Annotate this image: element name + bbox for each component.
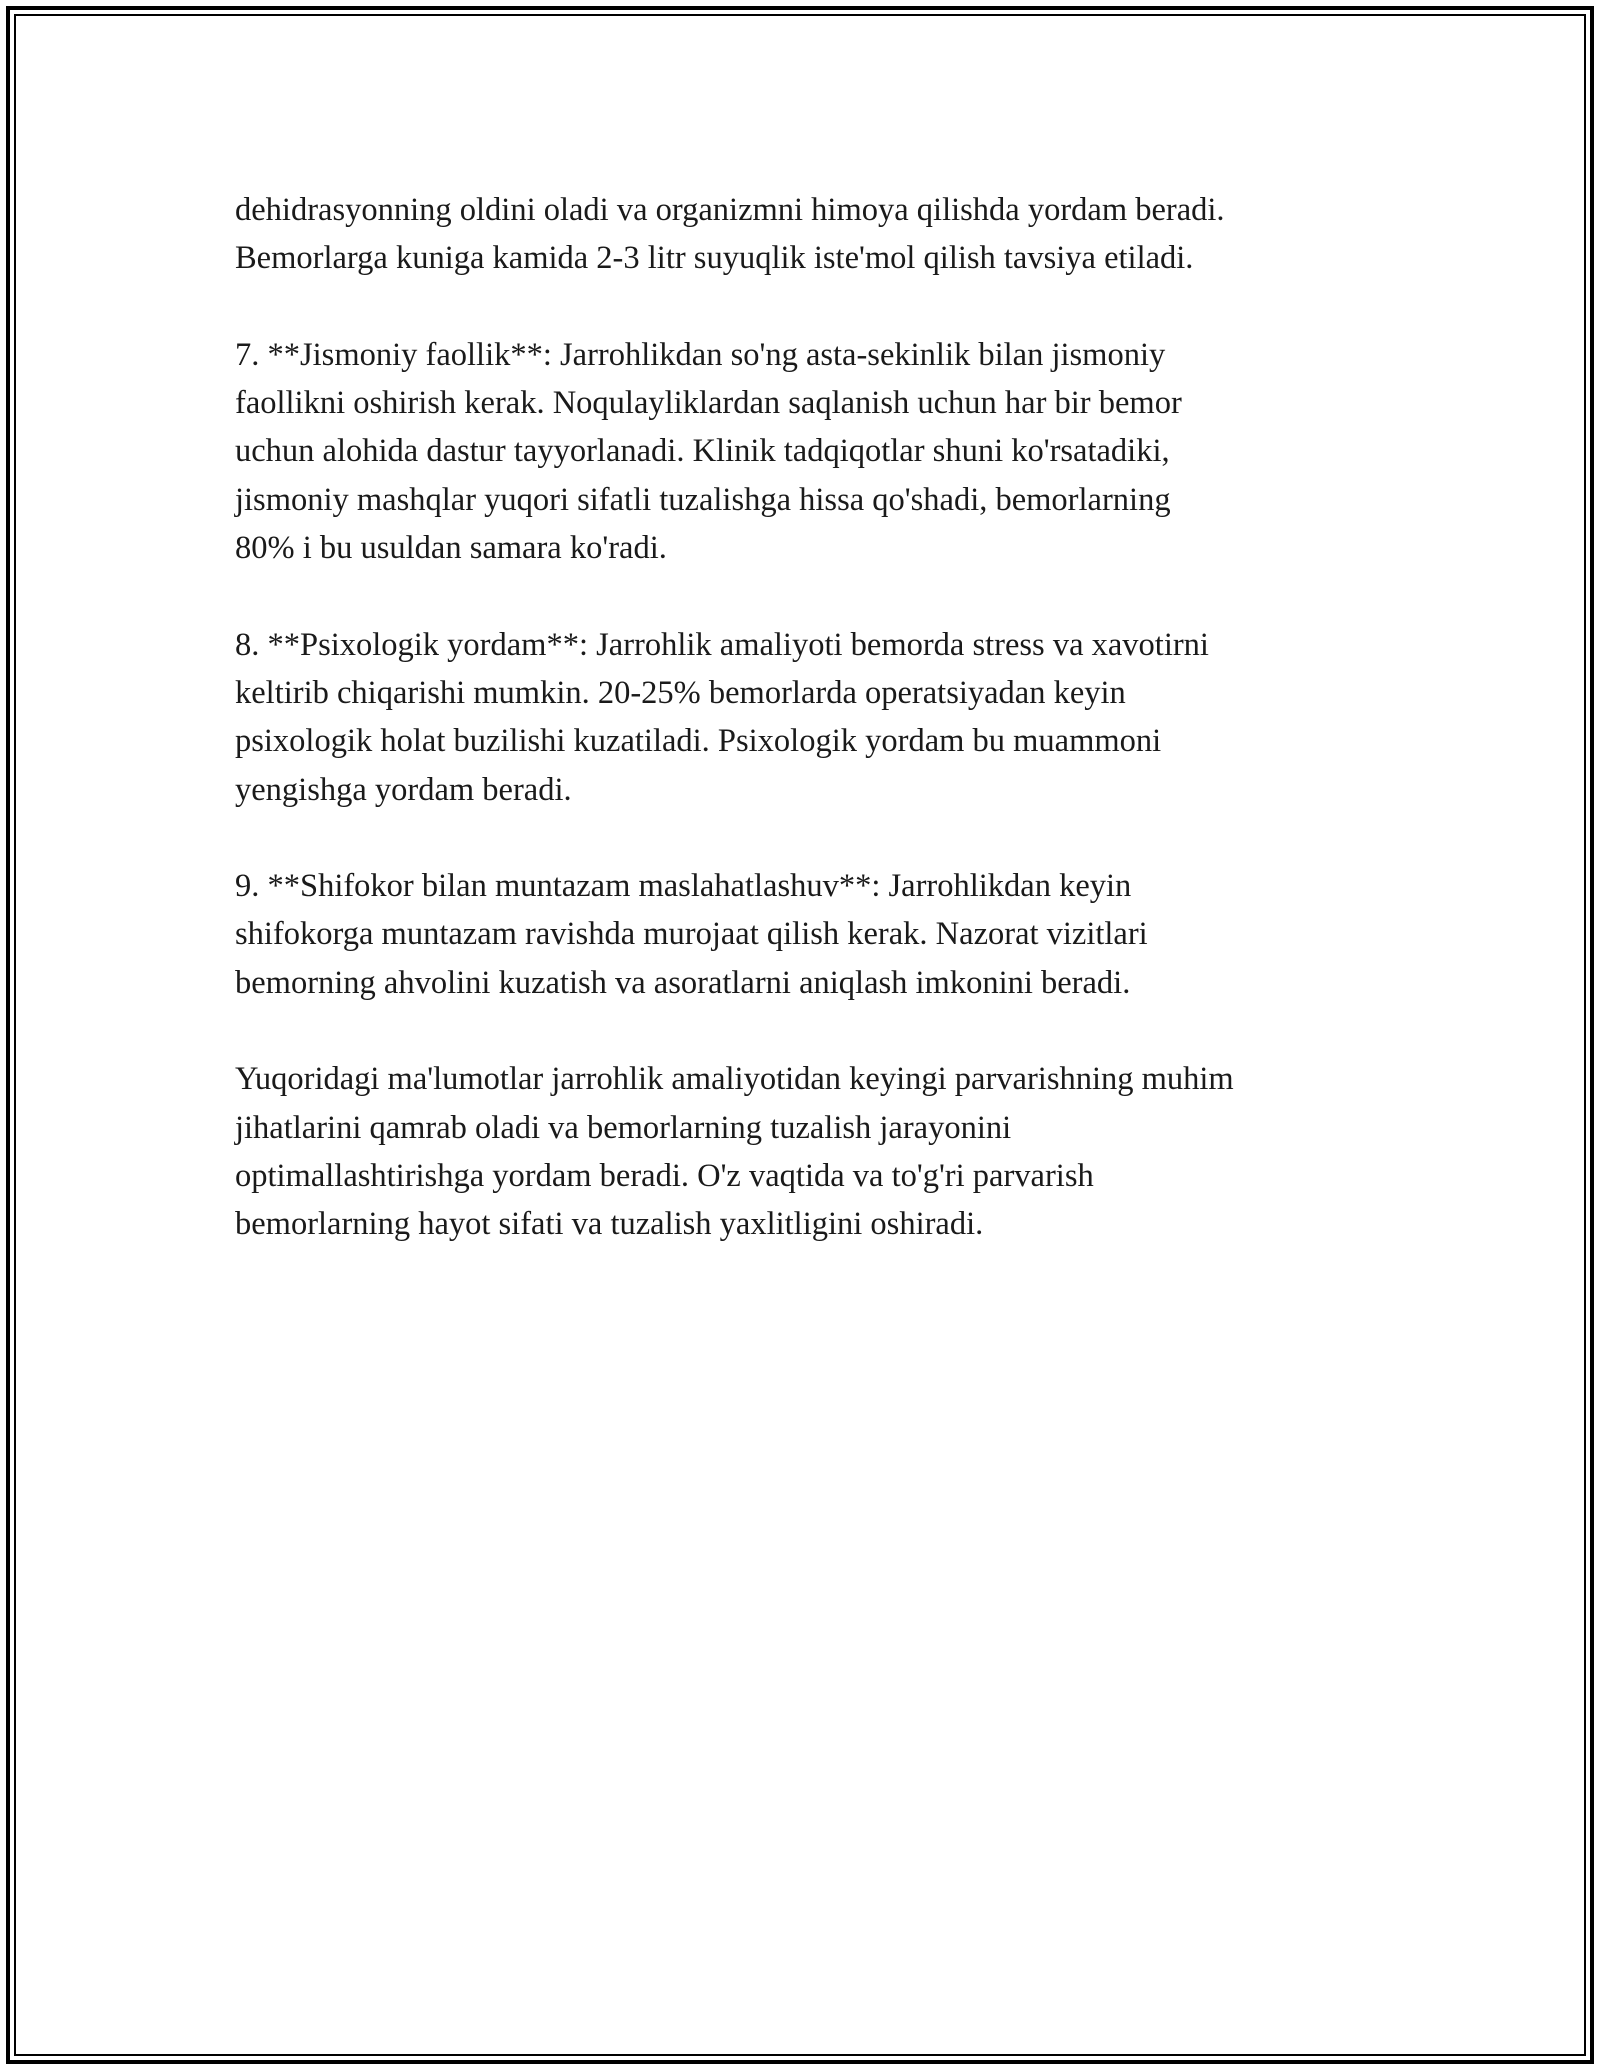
- document-body: [235, 186, 1405, 1249]
- paragraph-conclusion: Yuqoridagi ma'lumotlar jarrohlik amaliyotidan keyingi parvarishning muhim jihatlarini qamrab oladi va bemorlarning tuzalish jarayonini optimallashtirishga yordam beradi. O'z vaqtida va to'g'ri parvarish bemorlarning hayot sifati va tuzalish yaxlitligini oshiradi.: [235, 1061, 1234, 1243]
- paragraph-doctor-consultation: 9. **Shifokor bilan muntazam maslahatlashuv**: Jarrohlikdan keyin shifokorga muntazam ravishda murojaat qilish kerak. Nazorat vizitlari bemorning ahvolini kuzatish va asoratlarni aniqlash imkonini beradi.: [235, 868, 1148, 1001]
- paragraph-hydration-continued: dehidrasyonning oldini oladi va organizmni himoya qilishda yordam beradi. Bemorlarga kuniga kamida 2-3 litr suyuqlik iste'mol qilish tavsiya etiladi.: [235, 192, 1225, 277]
- paragraph-psychological-support: 8. **Psixologik yordam**: Jarrohlik amaliyoti bemorda stress va xavotirni keltirib chiqarishi mumkin. 20-25% bemorlarda operatsiyadan keyin psixologik holat buzilishi kuzatiladi. Psixologik yordam bu muammoni yengishga yordam beradi.: [235, 626, 1209, 808]
- paragraph-physical-activity: 7. **Jismoniy faollik**: Jarrohlikdan so'ng asta-sekinlik bilan jismoniy faollikni oshirish kerak. Noqulayliklardan saqlanish uchun har bir bemor uchun alohida dastur tayyorlanadi. Klinik tadqiqotlar shuni ko'rsatadiki, jismoniy mashqlar yuqori sifatli tuzalishga hissa qo'shadi, bemorlarning 80% i bu usuldan samara ko'radi.: [235, 336, 1182, 567]
